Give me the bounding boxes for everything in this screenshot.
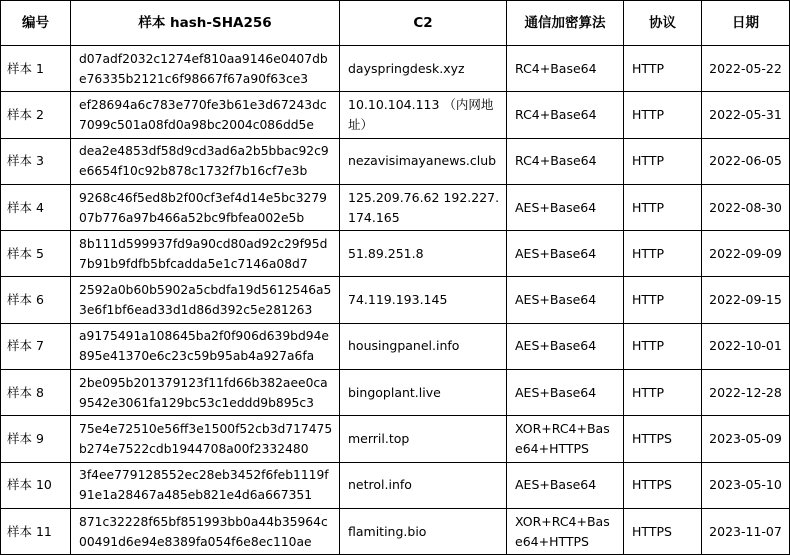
sample-protocol: HTTP	[624, 370, 702, 416]
sample-hash: 2be095b201379123f11fd66b382aee0ca9542e3061fa129bc53c1eddd9b895c3	[71, 370, 340, 416]
sample-date: 2023-05-09	[702, 416, 790, 462]
sample-algorithm: AES+Base64	[507, 323, 624, 369]
sample-id: 样本 1	[1, 46, 71, 92]
sample-algorithm: RC4+Base64	[507, 138, 624, 184]
sample-protocol: HTTP	[624, 277, 702, 323]
sample-id: 样本 4	[1, 184, 71, 230]
table-row	[1, 184, 790, 230]
sample-algorithm: AES+Base64	[507, 370, 624, 416]
sample-id: 样本 3	[1, 138, 71, 184]
sample-c2: 10.10.104.113 （内网地址）	[340, 92, 507, 138]
sample-hash: d07adf2032c1274ef810aa9146e0407dbe76335b2121c6f98667f67a90f63ce3	[71, 46, 340, 92]
sample-protocol: HTTPS	[624, 416, 702, 462]
sample-protocol: HTTP	[624, 231, 702, 277]
sample-c2: housingpanel.info	[340, 323, 507, 369]
sample-date: 2023-11-07	[702, 508, 790, 554]
sample-id: 样本 2	[1, 92, 71, 138]
sample-protocol: HTTP	[624, 138, 702, 184]
sample-protocol: HTTP	[624, 184, 702, 230]
sample-algorithm: RC4+Base64	[507, 46, 624, 92]
table-row	[1, 462, 790, 508]
sample-id: 样本 10	[1, 462, 71, 508]
table-row	[1, 46, 790, 92]
sample-hash: 2592a0b60b5902a5cbdfa19d5612546a53e6f1bf6ead33d1d86d392c5e281263	[71, 277, 340, 323]
sample-c2: 125.209.76.62 192.227.174.165	[340, 184, 507, 230]
sample-date: 2022-09-09	[702, 231, 790, 277]
col-header-c2: C2	[340, 1, 507, 46]
sample-algorithm: RC4+Base64	[507, 92, 624, 138]
sample-protocol: HTTP	[624, 323, 702, 369]
sample-c2: bingoplant.live	[340, 370, 507, 416]
sample-c2: 51.89.251.8	[340, 231, 507, 277]
table-row	[1, 231, 790, 277]
col-header-hash: 样本 hash-SHA256	[71, 1, 340, 46]
sample-c2: flamiting.bio	[340, 508, 507, 554]
sample-protocol: HTTPS	[624, 508, 702, 554]
sample-algorithm: XOR+RC4+Base64+HTTPS	[507, 416, 624, 462]
sample-hash: a9175491a108645ba2f0f906d639bd94e895e41370e6c23c59b95ab4a927a6fa	[71, 323, 340, 369]
sample-id: 样本 11	[1, 508, 71, 554]
sample-hash: 9268c46f5ed8b2f00cf3ef4d14e5bc327907b776a97b466a52bc9fbfea002e5b	[71, 184, 340, 230]
table-body	[1, 46, 790, 555]
table-row	[1, 370, 790, 416]
sample-date: 2022-12-28	[702, 370, 790, 416]
col-header-protocol: 协议	[624, 1, 702, 46]
sample-hash: ef28694a6c783e770fe3b61e3d67243dc7099c501a08fd0a98bc2004c086dd5e	[71, 92, 340, 138]
sample-hash: 3f4ee779128552ec28eb3452f6feb1119f91e1a28467a485eb821e4d6a667351	[71, 462, 340, 508]
sample-algorithm: AES+Base64	[507, 277, 624, 323]
sample-protocol: HTTPS	[624, 462, 702, 508]
table-row	[1, 138, 790, 184]
sample-c2: 74.119.193.145	[340, 277, 507, 323]
table-row	[1, 323, 790, 369]
sample-algorithm: XOR+RC4+Base64+HTTPS	[507, 508, 624, 554]
sample-algorithm: AES+Base64	[507, 231, 624, 277]
table-row	[1, 416, 790, 462]
table-row	[1, 92, 790, 138]
sample-c2: dayspringdesk.xyz	[340, 46, 507, 92]
sample-id: 样本 9	[1, 416, 71, 462]
sample-protocol: HTTP	[624, 92, 702, 138]
sample-id: 样本 8	[1, 370, 71, 416]
sample-c2: merril.top	[340, 416, 507, 462]
sample-hash: dea2e4853df58d9cd3ad6a2b5bbac92c9e6654f10c92b878c1732f7b16cf7e3b	[71, 138, 340, 184]
sample-date: 2022-09-15	[702, 277, 790, 323]
sample-date: 2023-05-10	[702, 462, 790, 508]
sample-hash: 871c32228f65bf851993bb0a44b35964c00491d6e94e8389fa054f6e8ec110ae	[71, 508, 340, 554]
sample-id: 样本 7	[1, 323, 71, 369]
col-header-algorithm: 通信加密算法	[507, 1, 624, 46]
sample-id: 样本 5	[1, 231, 71, 277]
sample-algorithm: AES+Base64	[507, 184, 624, 230]
sample-c2: nezavisimayanews.club	[340, 138, 507, 184]
col-header-id: 编号	[1, 1, 71, 46]
col-header-date: 日期	[702, 1, 790, 46]
sample-date: 2022-08-30	[702, 184, 790, 230]
sample-c2: netrol.info	[340, 462, 507, 508]
sample-date: 2022-05-31	[702, 92, 790, 138]
table-row	[1, 508, 790, 554]
sample-algorithm: AES+Base64	[507, 462, 624, 508]
sample-date: 2022-05-22	[702, 46, 790, 92]
sample-hash: 75e4e72510e56ff3e1500f52cb3d717475b274e7522cdb1944708a00f2332480	[71, 416, 340, 462]
table-row	[1, 277, 790, 323]
sample-date: 2022-10-01	[702, 323, 790, 369]
sample-protocol: HTTP	[624, 46, 702, 92]
sample-id: 样本 6	[1, 277, 71, 323]
sample-hash: 8b111d599937fd9a90cd80ad92c29f95d7b91b9fdfb5bfcadda5e1c7146a08d7	[71, 231, 340, 277]
table-header-row	[1, 1, 790, 46]
sample-date: 2022-06-05	[702, 138, 790, 184]
